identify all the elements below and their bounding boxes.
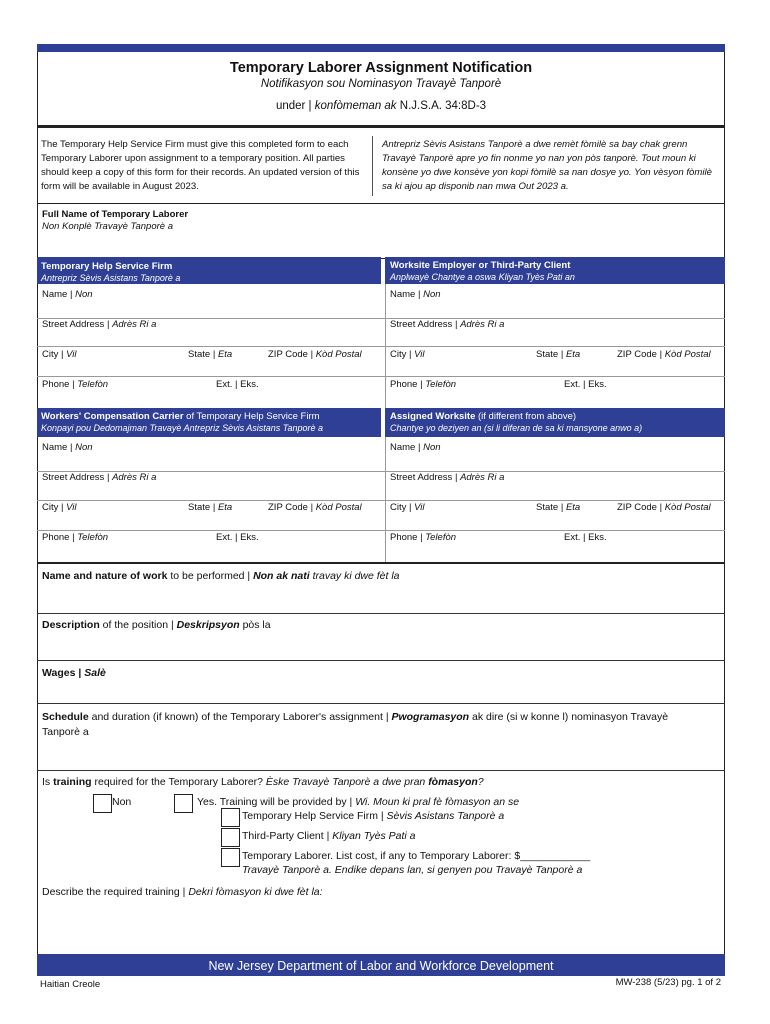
statute-reference: under | konfòmeman ak N.J.S.A. 34:8D-3: [275, 100, 487, 112]
agency-footer-bar: New Jersey Department of Labor and Workforce Development: [37, 954, 725, 976]
training-yes-checkbox[interactable]: [174, 794, 193, 813]
row-line: [37, 530, 725, 531]
provider-laborer-checkbox[interactable]: [221, 848, 240, 867]
wcc-ext-field[interactable]: Ext. | Eks.: [216, 532, 259, 543]
thsf-phone-field[interactable]: Phone | Telefòn: [42, 379, 109, 390]
work-nature-field[interactable]: Name and nature of work to be performed | Non ak nati travay ki dwe fèt la: [42, 570, 400, 582]
worksite-ext-field[interactable]: Ext. | Eks.: [564, 379, 607, 390]
row-line: [37, 770, 725, 771]
training-yes-label: Yes. Training will be provided by | Wi. Moun ki pral fè fòmasyon an se: [197, 796, 520, 808]
thsf-name-field[interactable]: Name | Non: [42, 289, 93, 300]
assigned-city-field[interactable]: City | Vil: [390, 502, 425, 513]
worksite-zip-field[interactable]: ZIP Code | Kòd Postal: [617, 349, 711, 360]
worksite-street-field[interactable]: Street Address | Adrès Ri a: [390, 319, 505, 330]
full-name-field[interactable]: [37, 203, 725, 259]
section-rule: [37, 562, 725, 564]
row-line: [37, 660, 725, 661]
row-line: [37, 703, 725, 704]
worksite-phone-field[interactable]: Phone | Telefòn: [390, 379, 457, 390]
header-rule: [37, 125, 725, 128]
worksite-state-field[interactable]: State | Eta: [536, 349, 581, 360]
form-title: Temporary Laborer Assignment Notification: [229, 60, 533, 76]
assigned-ext-field[interactable]: Ext. | Eks.: [564, 532, 607, 543]
form-id: MW-238 (5/23) pg. 1 of 2: [615, 977, 721, 988]
describe-training-field[interactable]: Describe the required training | Dekri fòmasyon ki dwe fèt la:: [42, 886, 323, 898]
wcc-name-field[interactable]: Name | Non: [42, 442, 93, 453]
training-no-label: Non: [112, 796, 132, 808]
intro-english: The Temporary Help Service Firm must give this completed form to each Temporary Laborer upon assignment to a temporary position. All parties should keep a copy of this form for their records. An updated version of this form will be available in August 2023.: [41, 139, 360, 192]
top-bar: [37, 44, 725, 52]
row-line: [37, 346, 725, 347]
schedule-field[interactable]: Schedule and duration (if known) of the Temporary Laborer's assignment | Pwogramasyon ak dire (si w konne l) nominasyon Travayè Tanporè a: [42, 711, 669, 738]
thsf-ext-field[interactable]: Ext. | Eks.: [216, 379, 259, 390]
wcc-city-field[interactable]: City | Vil: [42, 502, 77, 513]
provider-thsf-label: Temporary Help Service Firm | Sèvis Asistans Tanporè a: [242, 810, 505, 822]
worksite-city-field[interactable]: City | Vil: [390, 349, 425, 360]
wages-field[interactable]: Wages | Salè: [42, 667, 106, 679]
assigned-zip-field[interactable]: ZIP Code | Kòd Postal: [617, 502, 711, 513]
worksite-name-field[interactable]: Name | Non: [390, 289, 441, 300]
thsf-header: Temporary Help Service Firm Antrepriz Sèvis Asistans Tanporè a: [37, 257, 381, 284]
full-name-label-creole: Non Konplè Travayè Tanporè a: [42, 221, 173, 232]
wcc-zip-field[interactable]: ZIP Code | Kòd Postal: [268, 502, 362, 513]
thsf-state-field[interactable]: State | Eta: [188, 349, 233, 360]
form-subtitle: Notifikasyon sou Nominasyon Travayè Tanporè: [260, 78, 502, 90]
training-question: Is training required for the Temporary Laborer? Èske Travayè Tanporè a dwe pran fòmasyon?: [42, 776, 484, 788]
assigned-street-field[interactable]: Street Address | Adrès Ri a: [390, 472, 505, 483]
thsf-street-field[interactable]: Street Address | Adrès Ri a: [42, 319, 157, 330]
intro-divider: [372, 136, 373, 196]
intro-creole: Antrepriz Sèvis Asistans Tanporè a dwe remèt fòmilè sa bay chak grenn Travayè Tanporè apre yo fin nonme yo nan yon pòs tanporè. Tout moun ki konsène yo dwe konsève yon kopi fòmilè sa nan dosye yo. Yon vèsyon fòmilè sa ki ajou ap disponib nan mwa Out 2023 a.: [382, 139, 712, 192]
wcc-phone-field[interactable]: Phone | Telefòn: [42, 532, 109, 543]
provider-thsf-checkbox[interactable]: [221, 808, 240, 827]
thsf-zip-field[interactable]: ZIP Code | Kòd Postal: [268, 349, 362, 360]
wcc-street-field[interactable]: Street Address | Adrès Ri a: [42, 472, 157, 483]
row-line: [37, 500, 725, 501]
wcc-state-field[interactable]: State | Eta: [188, 502, 233, 513]
description-field[interactable]: Description of the position | Deskripsyon pòs la: [42, 619, 271, 631]
assigned-state-field[interactable]: State | Eta: [536, 502, 581, 513]
provider-client-label: Third-Party Client | Kliyan Tyès Pati a: [242, 830, 416, 842]
assigned-name-field[interactable]: Name | Non: [390, 442, 441, 453]
assigned-phone-field[interactable]: Phone | Telefòn: [390, 532, 457, 543]
language-label: Haitian Creole: [40, 979, 101, 990]
worksite-header: Worksite Employer or Third-Party Client Anplwayè Chantye a oswa Kliyan Tyès Pati an: [385, 257, 725, 284]
provider-client-checkbox[interactable]: [221, 828, 240, 847]
assigned-worksite-header: Assigned Worksite (if different from above) Chantye yo deziyen an (si li diferan de sa ki mansyone anwo a): [385, 408, 725, 437]
row-line: [37, 376, 725, 377]
provider-laborer-label: Temporary Laborer. List cost, if any to Temporary Laborer: $____________: [242, 850, 591, 862]
training-no-checkbox[interactable]: [93, 794, 112, 813]
wcc-header: Workers' Compensation Carrier of Temporary Help Service Firm Konpayi pou Dedomajman Travayè Antrepriz Sèvis Asistans Tanporè a: [37, 408, 381, 437]
row-line: [37, 613, 725, 614]
full-name-label: Full Name of Temporary Laborer: [42, 209, 189, 220]
provider-laborer-label-creole: Travayè Tanporè a. Endike depans lan, si genyen pou Travayè Tanporè a: [242, 864, 583, 876]
thsf-city-field[interactable]: City | Vil: [42, 349, 77, 360]
